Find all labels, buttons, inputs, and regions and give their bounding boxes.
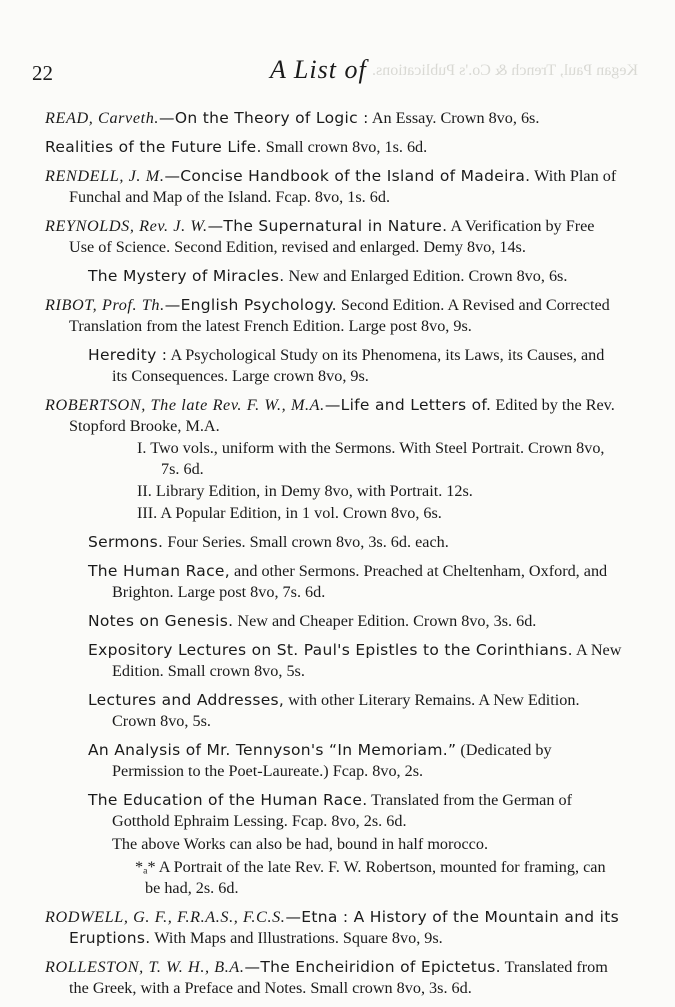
book-title: The Education of the Human Race. [88,791,368,809]
list-item [45,216,623,258]
book-title: Realities of the Future Life. [45,138,262,156]
list-item [45,166,623,208]
book-details: with other Literary Remains. A New Edition. Crown 8vo, 5s. [112,691,580,730]
catalogue-list [45,108,623,1007]
book-details: New and Cheaper Edition. Crown 8vo, 3s. 6d. [233,612,537,630]
author-name: RODWELL, G. F., F.R.A.S., F.C.S. [45,908,286,926]
book-title: An Analysis of Mr. Tennyson's “In Memoriam.” [88,741,457,759]
list-item [88,611,623,632]
book-details: With Plan of Funchal and Map of the Island. Fcap. 8vo, 1s. 6d. [69,167,617,206]
note-text [88,834,623,855]
volume-details: I. Two vols., uniform with the Sermons. With Steel Portrait. Crown 8vo, 7s. 6d. [137,439,605,478]
bleed-through-text: Kegan Paul, Trench & Co.'s Publications. [372,62,638,79]
author-name: ROLLESTON, T. W. H., B.A. [45,958,245,976]
book-title: The Human Race, [88,562,230,580]
book-title: Heredity : [88,346,168,364]
author-name: ROBERTSON, The late Rev. F. W., M.A. [45,396,325,414]
book-details: Translated from the Greek, with a Preface and Notes. Small crown 8vo, 3s. 6d. [69,958,608,997]
list-item [88,561,623,603]
volume-details: II. Library Edition, in Demy 8vo, with Portrait. 12s. [137,482,473,500]
book-title: —Etna : A History of the Mountain and its Eruptions. [69,908,620,947]
running-title: A List of [270,55,367,84]
volume-item [121,438,623,480]
book-title: —Concise Handbook of the Island of Madeira. [164,167,531,185]
list-item [45,108,623,129]
note-text [121,857,623,899]
book-title: —The Encheiridion of Epictetus. [244,958,501,976]
list-item [88,790,623,832]
book-details: A Verification by Free Use of Science. Second Edition, revised and enlarged. Demy 8vo, 14s. [69,217,595,256]
book-details: Translated from the German of Gotthold Ephraim Lessing. Fcap. 8vo, 2s. 6d. [112,791,572,830]
book-details: Second Edition. A Revised and Corrected Translation from the latest French Edition. Large post 8vo, 9s. [69,296,610,335]
list-item [88,345,623,387]
page-number: 22 [32,61,53,85]
volume-item [121,503,623,524]
book-details: and other Sermons. Preached at Cheltenham, Oxford, and Brighton. Large post 8vo, 7s. 6d. [112,562,608,601]
list-item [45,137,623,158]
book-title: Lectures and Addresses, [88,691,285,709]
list-item [45,395,623,437]
book-details: A Psychological Study on its Phenomena, its Laws, its Causes, and its Consequences. Large crown 8vo, 9s. [112,346,605,385]
list-item [45,295,623,337]
book-details: Edited by the Rev. Stopford Brooke, M.A. [69,396,615,435]
list-item [45,907,623,949]
book-title: Notes on Genesis. [88,612,234,630]
list-item [45,957,623,999]
book-title: The Mystery of Miracles. [88,267,285,285]
author-name: READ, Carveth. [45,109,160,127]
note-details: The above Works can also be had, bound in half morocco. [112,835,488,853]
book-title: —The Supernatural in Nature. [207,217,448,235]
list-item [88,266,623,287]
list-item [88,740,623,782]
author-name: RENDELL, J. M. [45,167,165,185]
book-title: —On the Theory of Logic : [159,109,369,127]
book-details: An Essay. Crown 8vo, 6s. [368,109,540,127]
note-details: *ₐ* A Portrait of the late Rev. F. W. Robertson, mounted for framing, can be had, 2s. 6d. [135,858,606,897]
volume-details: III. A Popular Edition, in 1 vol. Crown 8vo, 6s. [137,504,442,522]
book-title: —English Psychology. [164,296,337,314]
book-details: Four Series. Small crown 8vo, 3s. 6d. each. [163,533,449,551]
book-details: Small crown 8vo, 1s. 6d. [261,138,428,156]
author-name: RIBOT, Prof. Th. [45,296,165,314]
book-details: New and Enlarged Edition. Crown 8vo, 6s. [284,267,568,285]
book-details: A New Edition. Small crown 8vo, 5s. [112,641,622,680]
page-header [32,55,652,89]
book-title: Sermons. [88,533,164,551]
list-item [88,532,623,553]
list-item [88,690,623,732]
list-item [88,640,623,682]
book-title: —Life and Letters of. [324,396,492,414]
book-title: Expository Lectures on St. Paul's Epistles to the Corinthians. [88,641,573,659]
author-name: REYNOLDS, Rev. J. W. [45,217,208,235]
volume-item [121,481,623,502]
book-details: (Dedicated by Permission to the Poet-Laureate.) Fcap. 8vo, 2s. [112,741,552,780]
book-details: With Maps and Illustrations. Square 8vo, 9s. [150,929,443,947]
